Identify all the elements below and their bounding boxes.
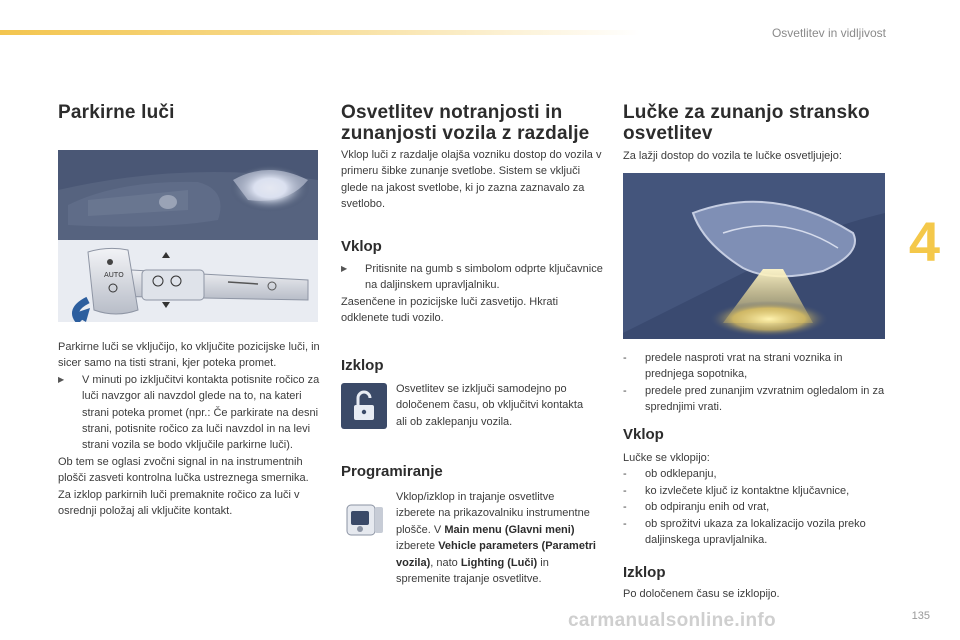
parking-lights-instruction-text: V minuti po izključitvi kontakta potisnite ročico za luči navzgor ali navzdol glede na to, na kateri strani poteka promet (npr.: Če parkirate na desni strani, potisnite ročico za luči navzdol in na levi strani vozila se bodo vključile parkirne luči). <box>82 373 320 452</box>
programming-text <box>396 489 596 587</box>
dash-marker: - <box>623 484 627 497</box>
dash-marker: - <box>623 352 627 364</box>
programming-text-part1: Vklop/izklop in trajanje osvetlitve izberete na prikazovalniku instrumentne plošče. V <box>396 491 590 536</box>
side-on-item-text: ob odpiranju enih od vrat, <box>645 501 770 514</box>
side-lighting-area-text: predele pred zunanjim vzvratnim ogledalom in za sprednjimi vrati. <box>645 384 885 414</box>
instrument-panel-icon <box>341 497 387 543</box>
side-on-heading: Vklop <box>623 426 664 443</box>
side-lighting-title <box>623 102 903 144</box>
remote-on-instruction <box>341 261 603 294</box>
side-lighting-title-line1: Lučke za zunanjo stransko <box>623 102 870 123</box>
section-title: Osvetlitev in vidljivost <box>771 26 886 40</box>
side-on-item <box>623 483 885 499</box>
side-on-item <box>623 499 885 515</box>
bullet-icon: ▶ <box>58 374 65 384</box>
side-on-item-text: ob sprožitvi ukaza za lokalizacijo vozila preko daljinskega upravljalnika. <box>645 517 866 547</box>
parking-lights-instruction <box>58 372 320 454</box>
parking-lights-off-text: Za izklop parkirnih luči premaknite ročico za luči v osrednji položaj ali vključite kontakt. <box>58 488 300 518</box>
mirror-puddle-light-illustration <box>623 173 885 339</box>
remote-on-instruction-text: Pritisnite na gumb s simbolom odprte ključavnice na daljinskem upravljalniku. <box>365 263 603 292</box>
page-number: 135 <box>911 610 930 622</box>
side-lighting-area-item <box>623 383 885 416</box>
side-off-heading: Izklop <box>623 564 666 581</box>
remote-lighting-intro: Vklop luči z razdalje olajša vozniku dostop do vozila v primeru šibke zunanje svetlobe. Sistem se vključi glede na jakost svetlobe, ki jo zazna zaznavalo za svetlobo. <box>341 149 602 211</box>
side-lighting-area-item <box>623 350 885 383</box>
menu-main-label: Main menu (Glavni meni) <box>444 523 575 536</box>
svg-text:AUTO: AUTO <box>104 271 124 279</box>
side-on-item-text: ob odklepanju, <box>645 468 717 481</box>
remote-off-text: Osvetlitev se izključi samodejno po določenem času, ob vključitvi kontakta ali ob zaklepanju vozila. <box>396 383 584 428</box>
parking-lights-intro: Parkirne luči se vključijo, ko vključite pozicijske luči, in sicer samo na tisti strani, kjer poteka promet. <box>58 341 320 370</box>
side-lighting-title-line2: osvetlitev <box>623 123 713 144</box>
bullet-icon: ▶ <box>341 264 348 273</box>
header-accent-bar <box>0 30 640 35</box>
side-off-text: Po določenem času se izklopijo. <box>623 588 780 600</box>
side-on-item-text: ko izvlečete ključ iz kontaktne ključavnice, <box>645 484 850 497</box>
menu-vehicle-parameters-label: Vehicle parameters (Parametri vozila) <box>396 540 596 569</box>
dash-marker: - <box>623 384 627 397</box>
programming-text-part4: in spremenite trajanje osvetlitve. <box>396 556 549 586</box>
remote-lighting-title-line2: zunanjosti vozila z razdalje <box>341 123 590 144</box>
remote-lighting-title <box>341 102 621 144</box>
side-lighting-intro: Za lažji dostop do vozila te lučke osvetljujejo: <box>623 150 842 162</box>
side-on-item <box>623 516 885 549</box>
dash-marker: - <box>623 501 627 514</box>
side-on-intro: Lučke se vklopijo: <box>623 452 710 464</box>
parking-lights-signal-text: Ob tem se oglasi zvočni signal in na instrumentnih plošči zasveti kontrolna lučka ustreznega smernika. <box>58 455 309 485</box>
parking-lights-title: Parkirne luči <box>58 102 175 123</box>
remote-off-heading: Izklop <box>341 357 384 374</box>
programming-heading: Programiranje <box>341 463 443 480</box>
remote-on-result: Zasenčene in pozicijske luči zasvetijo. Hkrati odklenete tudi vozilo. <box>341 295 559 325</box>
watermark: carmanualsonline.info <box>568 610 776 631</box>
dash-marker: - <box>623 468 627 481</box>
dash-marker: - <box>623 517 627 530</box>
remote-lighting-title-line1: Osvetlitev notranjosti in <box>341 102 563 123</box>
side-on-item <box>623 466 885 482</box>
unlock-icon <box>341 383 387 429</box>
lighting-stalk-illustration <box>58 150 318 322</box>
programming-text-part3: , nato <box>430 556 458 569</box>
menu-lighting-label: Lighting (Luči) <box>460 556 538 569</box>
chapter-number: 4 <box>908 210 940 273</box>
programming-text-part2: izberete <box>396 540 436 553</box>
remote-on-heading: Vklop <box>341 238 382 255</box>
side-lighting-area-text: predele nasproti vrat na strani voznika in prednjega sopotnika, <box>645 352 843 381</box>
